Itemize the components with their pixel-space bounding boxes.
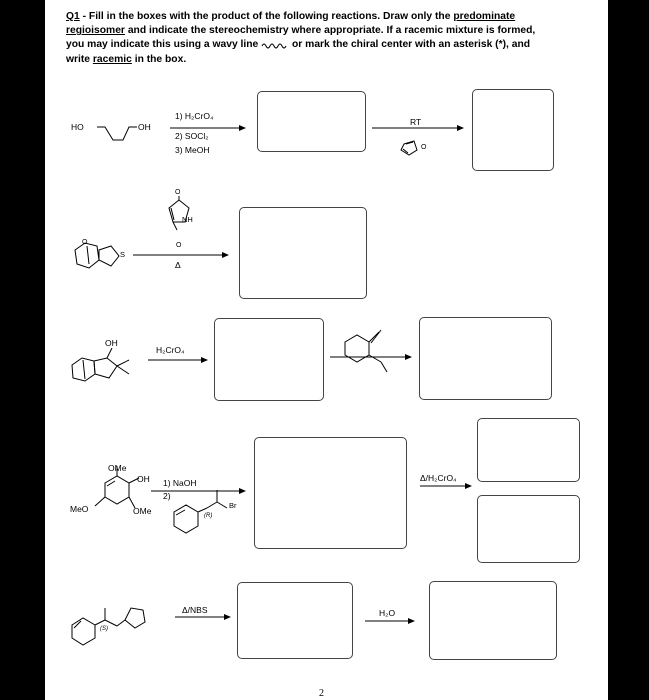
methylidene-cyclohexane-icon <box>345 330 387 372</box>
diol-structure <box>97 127 137 140</box>
answer-box-2[interactable] <box>472 89 554 171</box>
r2-o-bot: O <box>176 242 182 249</box>
question-number: Q1 <box>66 11 80 22</box>
r3-oh: OH <box>105 338 118 348</box>
r1-step2: 2) SOCl₂ <box>175 131 209 141</box>
r2-nh: NH <box>182 215 193 224</box>
answer-box-4[interactable] <box>214 318 324 401</box>
cyclopentadiene-icon <box>401 141 417 155</box>
r1-step3: 3) MeOH <box>175 145 210 155</box>
regioisomer-term: regioisomer <box>66 25 125 37</box>
answer-box-8[interactable] <box>477 495 580 563</box>
r2-s-label: S <box>120 250 126 259</box>
bromo-phenyl-structure <box>174 490 227 533</box>
answer-box-10[interactable] <box>429 581 557 660</box>
r1-rt-label: RT <box>410 117 422 127</box>
answer-box-5[interactable] <box>419 317 552 400</box>
r2-o-ring: O <box>82 239 88 246</box>
r3-reagent: H₂CrO₄ <box>156 345 185 355</box>
r4-right-reagent: Δ/H₂CrO₄ <box>420 473 457 483</box>
r2-heat: Δ <box>175 260 181 270</box>
r4-meo: MeO <box>70 504 89 514</box>
question-line2b: or mark the chiral center with an asterisk (*), and <box>289 39 531 51</box>
r5-s-label: (S) <box>100 626 108 632</box>
r1-oh-label: OH <box>138 122 151 132</box>
answer-box-7[interactable] <box>477 418 580 482</box>
answer-box-3[interactable] <box>239 207 367 299</box>
r5-h2o: H₂O <box>379 608 396 618</box>
question-line3a: write <box>66 53 93 65</box>
r1-o-label: O <box>421 144 427 151</box>
worksheet-page <box>45 0 608 700</box>
r4-step2: 2) <box>163 491 171 501</box>
cyclopentyl-phenyl-structure <box>72 608 145 645</box>
question-line2a: you may indicate this using a wavy line <box>66 39 262 51</box>
racemic-term: racemic <box>92 53 132 65</box>
answer-box-6[interactable] <box>254 437 407 549</box>
r1-ho-label: HO <box>71 122 84 132</box>
r4-ome-top: OMe <box>108 463 127 473</box>
r1-step1: 1) H₂CrO₄ <box>175 111 214 121</box>
r4-r-label: (R) <box>204 513 213 519</box>
predominate-term: predominate <box>453 11 516 22</box>
question-intro: - Fill in the boxes with the product of the following reactions. Draw only the <box>79 11 454 22</box>
r4-br: Br <box>229 501 237 510</box>
answer-box-9[interactable] <box>237 582 353 659</box>
r2-o-top: O <box>175 189 181 196</box>
r4-step1: 1) NaOH <box>163 478 197 488</box>
r5-reagent: Δ/NBS <box>182 605 208 615</box>
r4-oh: OH <box>137 474 150 484</box>
answer-box-1[interactable] <box>257 91 366 152</box>
bicyclic-alcohol-structure <box>72 348 129 381</box>
r4-ome-bot: OMe <box>133 506 152 516</box>
question-line3b: in the box. <box>131 53 187 65</box>
page-number: 2 <box>319 688 324 699</box>
question-line1: and indicate the stereochemistry where appropriate. If a racemic mixture is formed, <box>124 25 536 37</box>
